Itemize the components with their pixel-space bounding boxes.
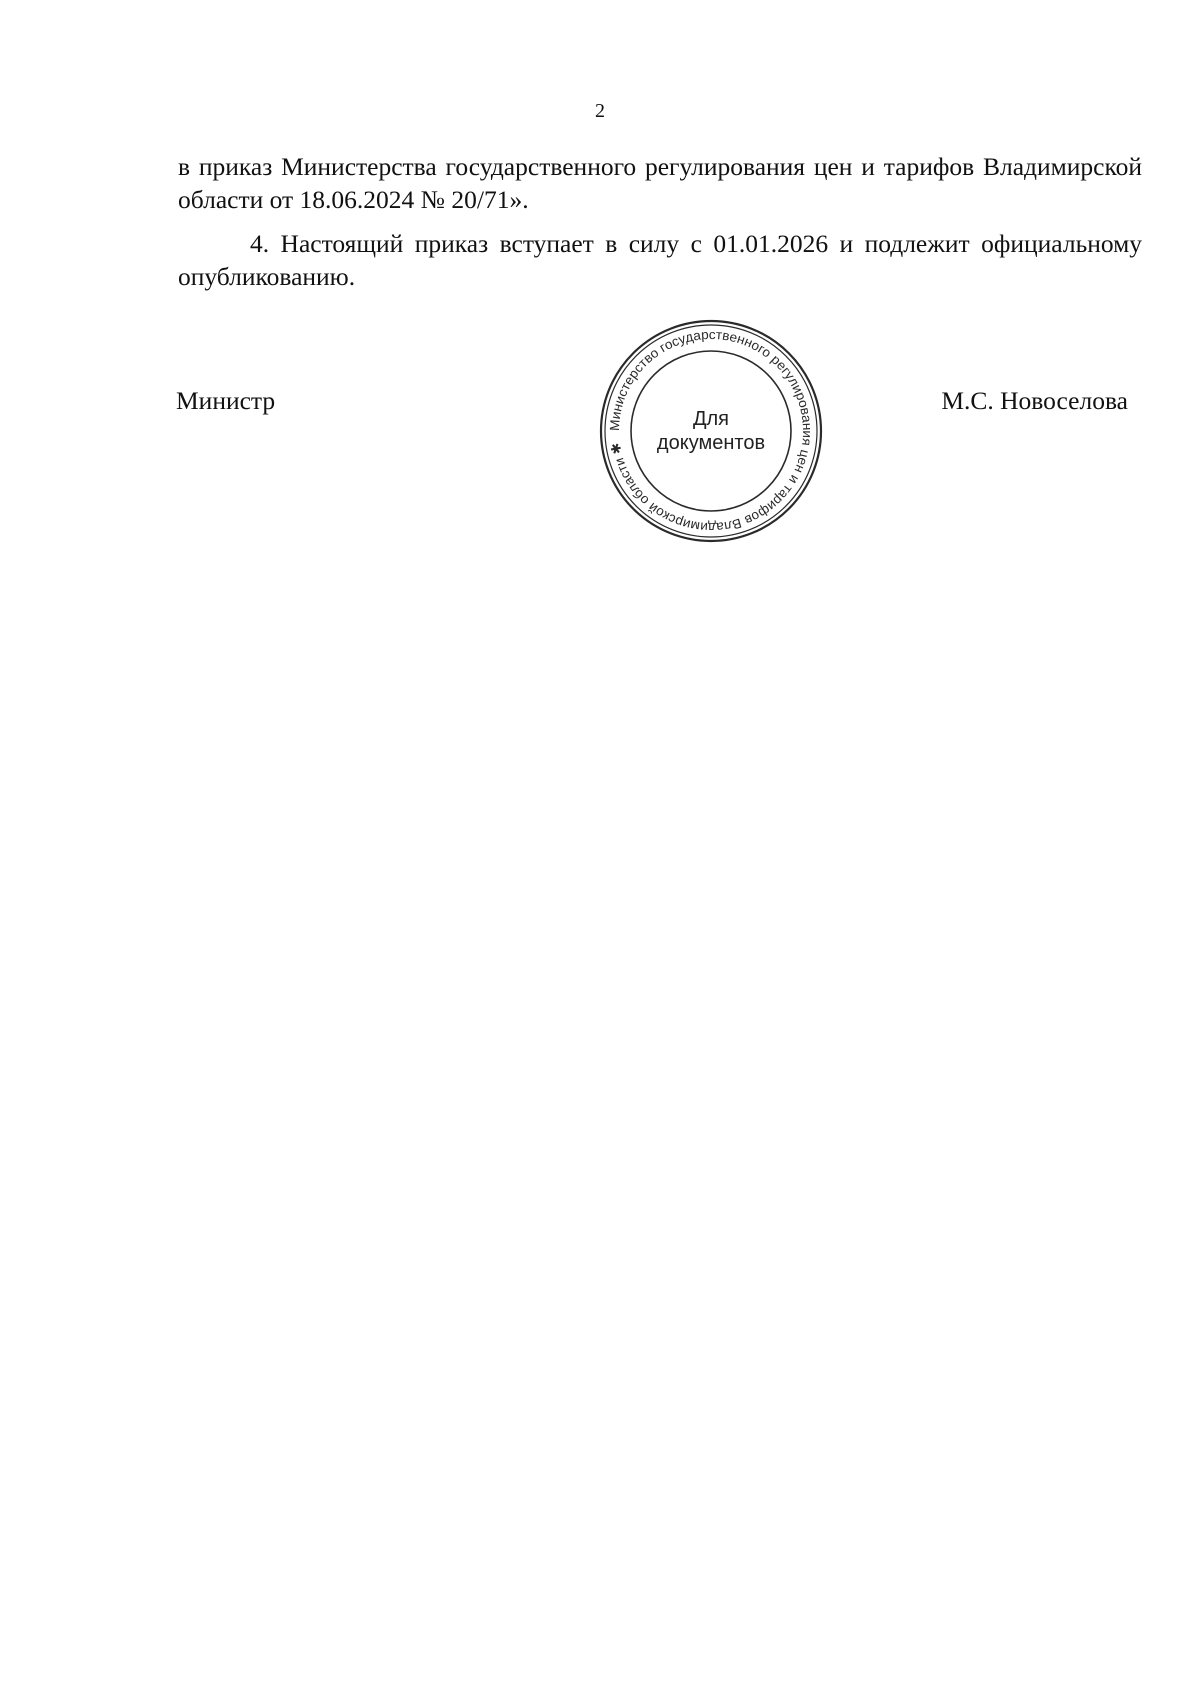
signatory-position: Министр: [176, 386, 276, 415]
page-number: 2: [595, 100, 605, 122]
official-seal: [598, 318, 824, 544]
seal-center-line-2: документов: [656, 432, 766, 454]
signatory-name: М.С. Новоселова: [941, 386, 1128, 415]
seal-center: [598, 318, 824, 544]
seal-center-line-1: Для: [692, 408, 730, 430]
paragraph-continuation: в приказ Министерства государственного регулирования цен и тарифов Владимирской области от 18.06.2024 № 20/71».: [178, 152, 1142, 214]
seal-ring-text: Министерство государственного регулирования цен и тарифов Владимирской области ✱: [606, 326, 816, 536]
paragraph-effective-date: 4. Настоящий приказ вступает в силу с 01.01.2026 и подлежит официальному опубликованию.: [178, 229, 1142, 291]
